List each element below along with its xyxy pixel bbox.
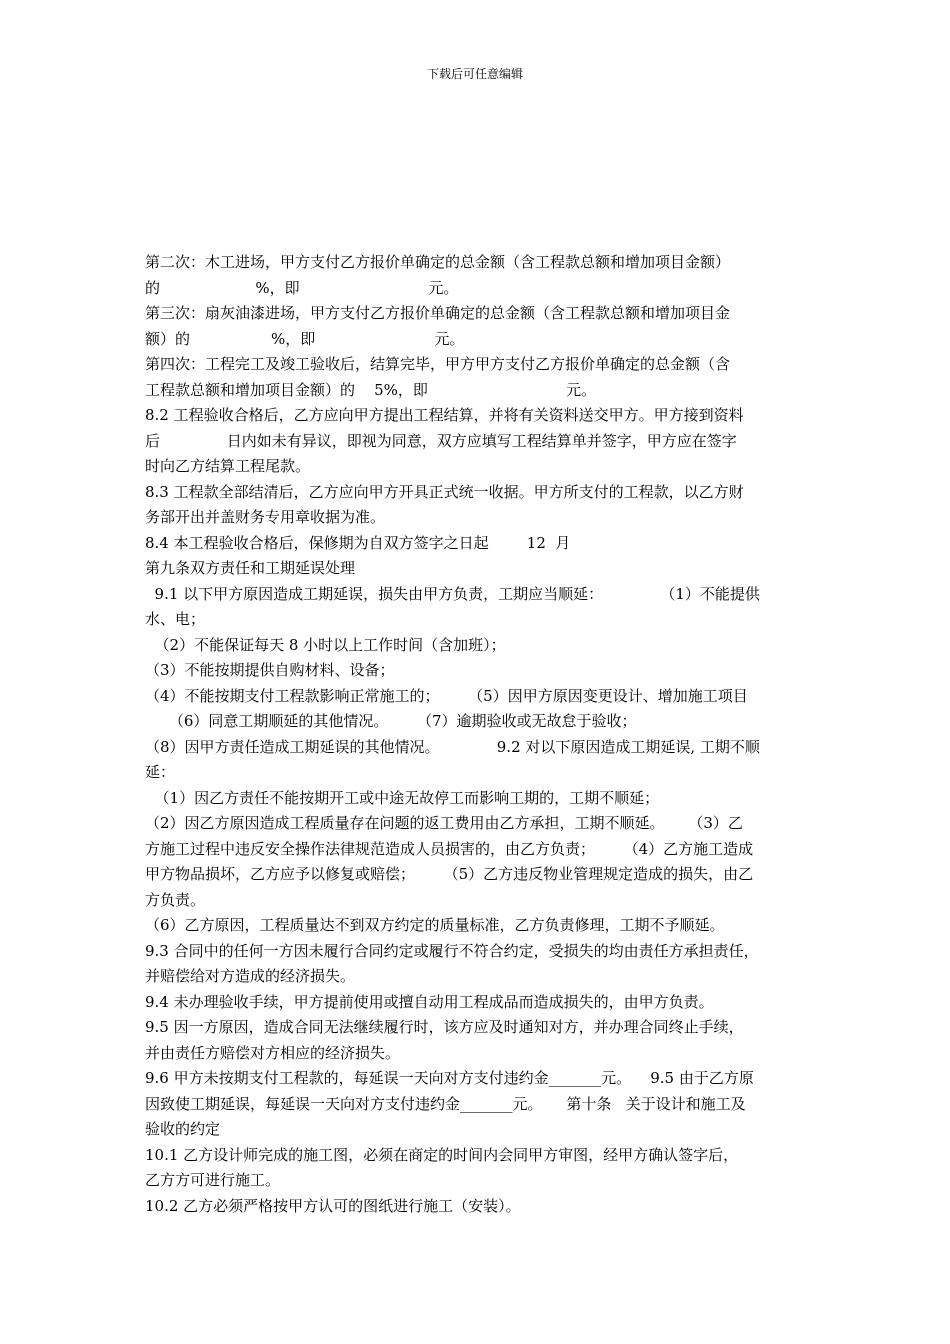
text-line: 水、电； xyxy=(145,610,206,628)
text-line: 延： xyxy=(145,763,176,781)
text-line: （2）不能保证每天 8 小时以上工作时间（含加班）； xyxy=(145,635,506,654)
text-line: 10.1 乙方设计师完成的施工图，必须在商定的时间内会同甲方审图，经甲方确认签字后， xyxy=(145,1145,739,1164)
text-line: 额）的 %，即 元。 xyxy=(145,329,465,348)
text-line: 9.3 合同中的任何一方因未履行合同约定或履行不符合约定，受损失的均由责任方承担责任， xyxy=(145,941,759,960)
text-line: 9.6 甲方未按期支付工程款的，每延误一天向对方支付违约金_______元。 9.5 由于乙方原 xyxy=(145,1069,754,1087)
text-line: 工程款总额和增加项目金额）的 5%，即 元。 xyxy=(145,380,597,399)
text-line: 第九条双方责任和工期延误处理 xyxy=(145,559,356,577)
text-line: 并赔偿给对方造成的经济损失。 xyxy=(145,967,356,985)
text-line: 的 %，即 元。 xyxy=(145,278,459,297)
text-line: 第二次：木工进场，甲方支付乙方报价单确定的总金额（含工程款总额和增加项目金额） xyxy=(145,253,731,271)
text-line: 10.2 乙方必须严格按甲方认可的图纸进行施工（安装）。 xyxy=(145,1196,521,1215)
text-line: 9.5 因一方原因，造成合同无法继续履行时，该方应及时通知对方，并办理合同终止手续， xyxy=(145,1018,744,1036)
text-line: 务部开出并盖财务专用章收据为准。 xyxy=(145,508,386,526)
text-line: 验收的约定 xyxy=(145,1120,221,1138)
text-line: 8.2 工程验收合格后，乙方应向甲方提出工程结算，并将有关资料送交甲方。甲方接到资料 xyxy=(145,406,744,424)
text-line: （4）不能按期支付工程款影响正常施工的； （5）因甲方原因变更设计、增加施工项目 xyxy=(145,686,748,705)
text-line: 后 日内如未有异议，即视为同意，双方应填写工程结算单并签字，甲方应在签字 xyxy=(145,431,737,450)
text-line: （2）因乙方原因造成工程质量存在问题的返工费用由乙方承担，工期不顺延。 （3）乙 xyxy=(145,814,743,832)
text-line: 9.4 未办理验收手续，甲方提前使用或擅自动用工程成品而造成损失的，由甲方负责。 xyxy=(145,992,714,1011)
text-line: （6）同意工期顺延的其他情况。 （7）逾期验收或无故怠于验收； xyxy=(145,712,637,730)
text-line: 时向乙方结算工程尾款。 xyxy=(145,457,311,475)
text-line: （3）不能按期提供自购材料、设备； xyxy=(145,661,395,679)
text-line: 并由责任方赔偿对方相应的经济损失。 xyxy=(145,1043,401,1062)
text-line: 第三次：扇灰油漆进场，甲方支付乙方报价单确定的总金额（含工程款总额和增加项目金 xyxy=(145,304,731,322)
text-line: 8.3 工程款全部结清后，乙方应向甲方开具正式统一收据。甲方所支付的工程款，以乙方财 xyxy=(145,482,744,501)
text-line: 方负责。 xyxy=(145,890,206,909)
text-line: 9.1 以下甲方原因造成工期延误，损失由甲方负责，工期应当顺延： （1）不能提供 xyxy=(145,584,760,603)
text-line: 方施工过程中违反安全操作法律规范造成人员损害的，由乙方负责； （4）乙方施工造成 xyxy=(145,839,754,858)
text-line: 因致使工期延误，每延误一天向对方支付违约金_______元。 第十条 关于设计和施工及 xyxy=(145,1094,746,1113)
text-line: （6）乙方原因，工程质量达不到双方约定的质量标准，乙方负责修理，工期不予顺延。 xyxy=(145,916,725,934)
text-line: （1）因乙方责任不能按期开工或中途无故停工而影响工期的，工期不顺延； xyxy=(145,788,660,807)
text-line: 乙方方可进行施工。 xyxy=(145,1171,281,1189)
text-line: 8.4 本工程验收合格后，保修期为自双方签字之日起 12 月 xyxy=(145,533,571,552)
text-line: （8）因甲方责任造成工期延误的其他情况。 9.2 对以下原因造成工期延误, 工期不顺 xyxy=(145,737,760,756)
text-line: 甲方物品损坏，乙方应予以修复或赔偿； （5）乙方违反物业管理规定造成的损失，由乙 xyxy=(145,865,754,883)
document-body xyxy=(145,250,813,1219)
page-header: 下载后可任意编辑 xyxy=(426,67,523,81)
text-line: 第四次：工程完工及竣工验收后，结算完毕，甲方甲方支付乙方报价单确定的总金额（含 xyxy=(145,355,731,373)
